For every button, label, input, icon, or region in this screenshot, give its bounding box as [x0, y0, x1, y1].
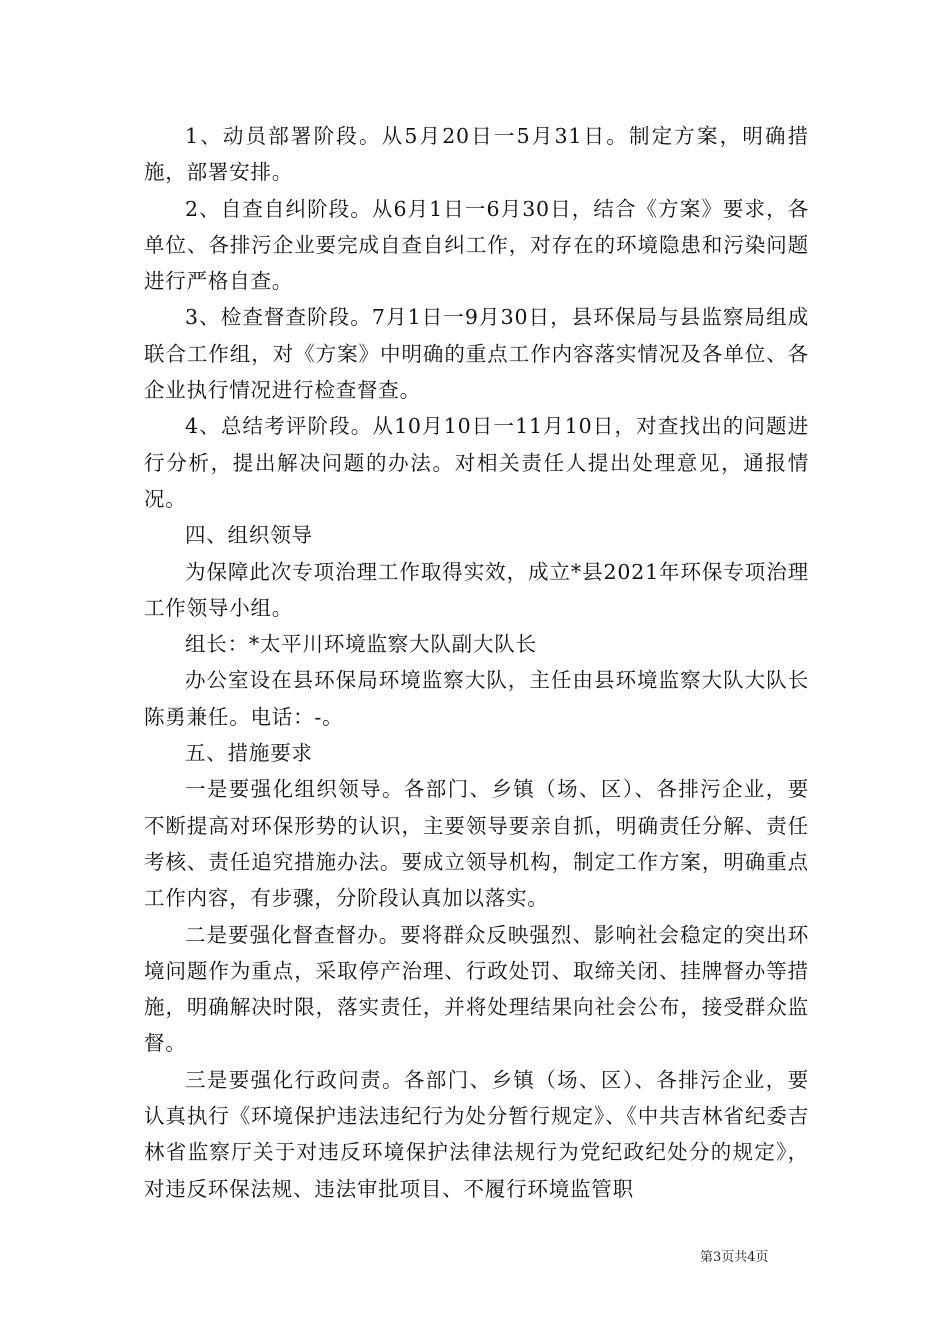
paragraph-measure-1: 一是要强化组织领导。各部门、乡镇（场、区）、各排污企业，要不断提高对环保形势的认识，主要领导要亲自抓，明确责任分解、责任考核、责任追究措施办法。要成立领导机构，制定工作方案，明确重点工作内容，有步骤，分阶段认真加以落实。 — [144, 777, 809, 911]
paragraph-leadership-group: 为保障此次专项治理工作取得实效，成立*县2021年环保专项治理工作领导小组。 — [144, 559, 809, 620]
paragraph-office: 办公室设在县环保局环境监察大队，主任由县环境监察大队大队长陈勇兼任。电话：-。 — [144, 668, 809, 729]
paragraph-stage-2: 2、自查自纠阶段。从6月1日一6月30日，结合《方案》要求，各单位、各排污企业要完成自查自纠工作，对存在的环境隐患和污染问题进行严格自查。 — [144, 196, 809, 294]
section-heading-organization: 四、组织领导 — [185, 523, 313, 548]
paragraph-stage-1: 1、动员部署阶段。从5月20日一5月31日。制定方案，明确措施，部署安排。 — [144, 124, 809, 185]
paragraph-stage-4: 4、总结考评阶段。从10月10日一11月10日，对查找出的问题进行分析，提出解决问题的办法。对相关责任人提出处理意见，通报情况。 — [144, 414, 809, 511]
paragraph-measure-2: 二是要强化督查督办。要将群众反映强烈、影响社会稳定的突出环境问题作为重点，采取停产治理、行政处罚、取缔关闭、挂牌督办等措施，明确解决时限，落实责任，并将处理结果向社会公布，接受群众监督。 — [144, 922, 809, 1056]
paragraph-stage-3: 3、检查督查阶段。7月1日一9月30日，县环保局与县监察局组成联合工作组，对《方案》中明确的重点工作内容落实情况及各单位、各企业执行情况进行检查督查。 — [144, 305, 809, 403]
document-body — [144, 118, 809, 1207]
paragraph-measure-3: 三是要强化行政问责。各部门、乡镇（场、区）、各排污企业，要认真执行《环境保护违法违纪行为处分暂行规定》、《中共吉林省纪委吉林省监察厅关于对违反环境保护法律法规行为党纪政纪处分的规定》，对违反环保法规、违法审批项目、不履行环境监管职 — [144, 1067, 809, 1201]
section-heading-measures: 五、措施要求 — [185, 741, 313, 766]
paragraph-group-leader: 组长：*太平川环境监察大队副大队长 — [185, 632, 537, 657]
page-number-footer: 第3页共4页 — [700, 1250, 769, 1265]
